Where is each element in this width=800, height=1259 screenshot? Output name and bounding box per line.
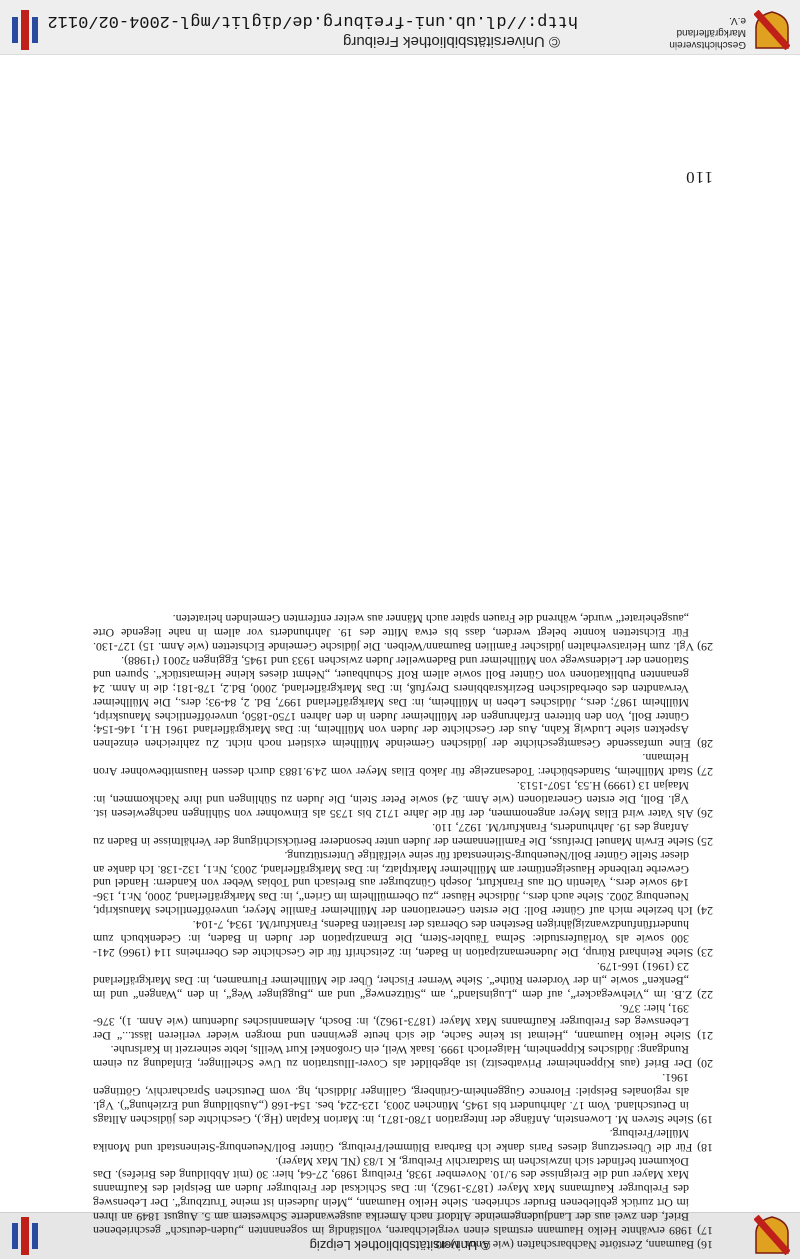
footnote-item: 21) Siehe Heiko Haumann, „Heimat ist keine Sache, die sich heute gewinnen und morgen wieder verlieren lässt...“ Der Lebensweg des Freiburger Kaufmanns Max Mayer (1873-1962), in: Bosch, Alemannisches Judentum (wie Anm. 1), 376-391, hier: 376. [93,1001,713,1044]
footnote-item: 28) Eine umfassende Gesamtgeschichte der jüdischen Gemeinde Müllheim existiert noch nicht. Zu zahlreichen einzelnen Aspekten siehe Ludwig Kahn, Aus der Geschichte der Juden von Müllheim, in: Das Markgräflerland 1961 H.1, 146-154; Günter Boll, Von den bitteren Erfahrungen der Müllheimer Juden in den Jahren 1750-1850, unveröffentliches Manuskript, Müllheim 1987; ders., Jüdisches Leben in Müllheim, in: Das Markgräflerland 1997, Bd. 2, 84-93; ders., Die Müllheimer Verwandten des oberbadischen Bezirksrabbiners Dreyfuß, in: Das Markgräflerland, 2000, Bd.2, 178-181; die in Anm. 24 genannten Publikationen von Günter Boll sowie allem Rolf Schuhbauer, „Nehmt dieses kleine Heimatstück“. Spuren und Stationen der Leidenswege von Müllheimer und Badenweiler Juden zwischen 1933 und 1945, Eggingen ²2001 (¹1988). [93,653,713,752]
footnote-item: 27) Stadt Müllheim, Standesbücher: Todesanzeige für Jakob Elias Meyer vom 24.9.1883 durch dessen Hausmitbewohner Aron Heimann. [93,751,713,780]
footnote-item: 23) Siehe Reinhard Rürup, Die Judenemanzipation in Baden, in: Zeitschrift für die Geschichte des Oberrheins 114 (1966) 241-300 sowie als Vorläuferstudie: Selma Täubler-Stern, Die Emanzipation der Juden in Baden, in: Gedenkbuch zum hundertfünfundzwanzigjährigen Bestehen des Oberrats der Israeliten Badens, Frankfurt/M. 1934, 7-104. [93,918,713,960]
footer-url-link[interactable]: http://dl.ub.uni-freiburg.de/diglit/mgl-2004-02/0112 [47,11,578,30]
coat-of-arms-icon [754,10,790,50]
footnote-item: 29) Vgl. zum Heiratsverhalten jüdischer Familien Baumann/Weiben. Die jüdische Gemeinde Eichstetten (wie Anm. 15) 127-130. Für Eichstetten konnte belegt werden, dass bis etwa Mitte des 19. Jahrhunderts vor allem in nahe liegende Orte „ausgeheiratet“ wurde, während die Frauen später auch Männer aus weiter entfernten Gemeinden heirateten. [93,612,713,655]
footnote-item: 16) Baumann, Zerstörte Nachbarschaften (wie Anm. 1) 40. [433,1238,713,1252]
footnote-item: 20) Der Brief (aus Kippenheimer Privatbesitz) ist abgebildet als Cover-Illustration zu Uwe Schellinger, Einladung zu einem Rundgang: Jüdisches Kippenheim, Haigerloch 1999. Isaak Weil, ein Großonkel Kurt Weills, lebte seinerzeit in Karlsruhe. [93,1043,713,1072]
university-library-logo-icon [10,10,40,50]
footnote-item: 24) Ich beziehe mich auf Günter Boll: Die ersten Generationen der Müllheimer Familie Meyer, unveröffentliches Manuskript, Neuenburg 2002. Siehe auch ders., Jüdische Häuser „zu Obermüllheim im Grien“, in: Das Markgräflerland, 2000, Nr.1, 136-149 sowie ders., Valentin Ott aus Frankfurt, Joseph Günzburger aus Breisach und Tobias Weber von Kandern: Handel und Gewerbe treibende Hauseigentümer am Müllheimer Marktplatz, in: Das Markgräflerland, 2003, Nr.1, 132-138. Ich danke an dieser Stelle Günter Boll/Neuenburg-Steinenstadt für seine vielfältige Unterstützung. [93,848,713,919]
footer-institution-text: © Universitätsbibliothek Freiburg [343,33,560,50]
footer-banner [0,0,800,55]
footnote-item: 18) Für die Übersetzung dieses Paris danke ich Barbara Blümmel/Freiburg, Günter Boll/Neuenburg-Steinenstadt und Monika Müller/Freiburg. [93,1126,713,1155]
historical-society-label: Geschichtsverein Markgräflerland e.V. [669,15,746,50]
coat-of-arms-icon [754,1215,790,1255]
footnote-item: 17) 1989 erwähnte Heiko Haumann erstmals einen vergleichbaren, vollständig im sogenannten „Juden-deutsch“ geschriebenen Brief, den zwei aus der Landjudengemeinde Altdorf nach Amerika ausgewanderte Schwestern am 5. August 1849 an ihren im Ort zurück gebliebenen Bruder schrieben. Siehe Heiko Haumann, „Mein Judesein ist meine Trutzburg“. Der Lebensweg des Freiburger Kaufmanns Max Mayer (1873-1962), in: Das Schicksal der Freiburger Juden am Beispiel des Kaufmanns Max Mayer und die Ereignisse des 9./10. November 1938, Freiburg 1989, 27-64, hier: 30 (mit Abbildung des Briefes). Das Dokument befindet sich inzwischen im Stadtarchiv Freiburg, K 1/83 (NL Max Mayer). [93,1154,713,1239]
footnote-item: 22) Z.B. im „Viehwegacker“, auf dem „Luginsland“, am „Stützenweg“ und am „Bugginger Weg“, in den „Wangen“ und im „Benken“ sowie „in der Vorderen Rüthe“. Siehe Werner Fischer, Über die Müllheimer Flurnamen, in: Das Markgräflerland 23 (1961) 166-179. [93,959,713,1002]
footnote-item: 26) Als Vater wird Elias Meyer angenommen, der für die Jahre 1712 bis 1735 als Einwohner von Sühlingen nachgewiesen ist. Vgl. Boll, Die ersten Generationen (wie Anm. 24) sowie Peter Stein, Die Juden zu Sühlingen und ihre Nachkommen, in: Maajan 13 (1999) H.53, 1507-1513. [93,779,713,821]
footnote-block [93,611,713,1251]
university-library-logo-icon [10,1217,40,1255]
top-institution-text: © Universitätsbibliothek Leipzig [309,1238,491,1253]
footnote-item: 19) Siehe Steven M. Lowenstein, Anfänge der Integration 1780-1871, in: Marion Kaplan (Hg.), Geschichte des jüdischen Alltags in Deutschland. Vom 17. Jahrhundert bis 1945, München 2003, 123-224, bes. 154-168 („Ausbildung und Erziehung“). Vgl. als regionales Beispiel: Florence Guggenheim-Grünberg, Gailinger Jiddisch, hg. vom Deutschen Spracharchiv, Göttingen 1961. [93,1071,713,1127]
footnote-list [93,611,713,1251]
page-number: 110 [685,168,713,187]
footnote-item: 25) Siehe Erwin Manuel Dreifuss, Die Familiennamen der Juden unter besonderer Berücksichtigung der Verhältnisse in Baden zu Anfang des 19. Jahrhunderts, Frankfurt/M. 1927, 110. [93,820,713,849]
